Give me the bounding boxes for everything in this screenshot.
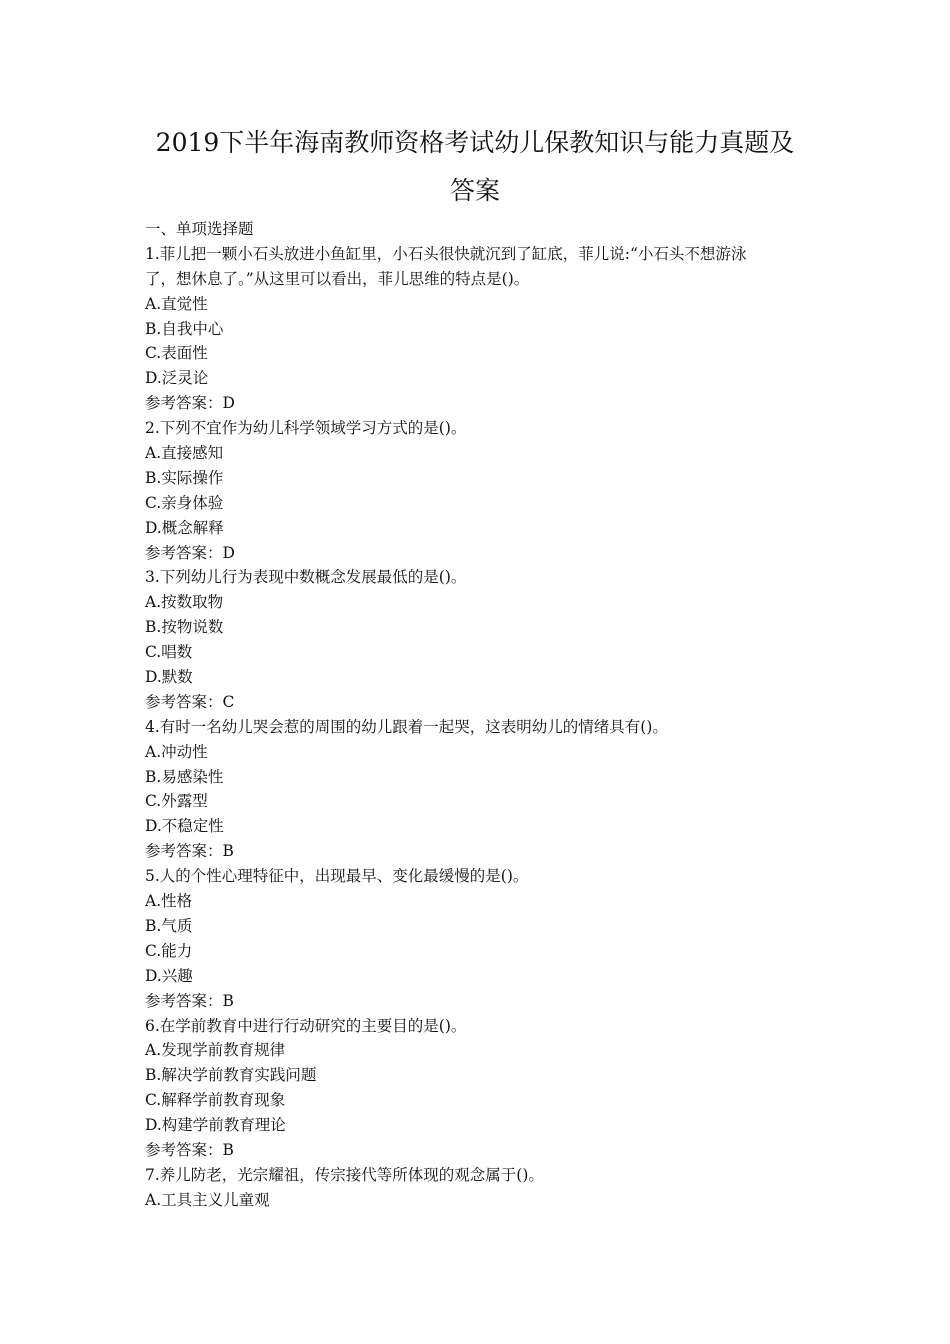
option-a: A.冲动性 bbox=[145, 742, 208, 761]
option-c: C.亲身体验 bbox=[145, 493, 224, 512]
option-d: D.默数 bbox=[145, 668, 193, 687]
option-b: B.按物说数 bbox=[145, 618, 224, 637]
option-d: D.泛灵论 bbox=[145, 369, 209, 388]
option-a: A.发现学前教育规律 bbox=[145, 1041, 286, 1060]
option-b: B.气质 bbox=[145, 916, 193, 935]
question-2 bbox=[145, 416, 815, 565]
option-b: B.自我中心 bbox=[145, 319, 224, 338]
answer-line: 参考答案：B bbox=[145, 842, 234, 861]
question-6 bbox=[145, 1014, 815, 1163]
document-body bbox=[145, 217, 815, 1213]
option-a: A.直接感知 bbox=[145, 444, 224, 463]
question-stem-line: 4.有时一名幼儿哭会惹的周围的幼儿跟着一起哭，这表明幼儿的情绪具有()。 bbox=[145, 717, 668, 736]
question-7 bbox=[145, 1163, 815, 1213]
document-title-line-1: 2019下半年海南教师资格考试幼儿保教知识与能力真题及 bbox=[155, 128, 795, 157]
option-a: A.性格 bbox=[145, 892, 193, 911]
option-a: A.工具主义儿童观 bbox=[145, 1190, 270, 1209]
question-stem-line: 7.养儿防老，光宗耀祖，传宗接代等所体现的观念属于()。 bbox=[145, 1165, 544, 1184]
option-c: C.解释学前教育现象 bbox=[145, 1091, 286, 1110]
question-5 bbox=[145, 864, 815, 1013]
option-d: D.不稳定性 bbox=[145, 817, 224, 836]
question-1 bbox=[145, 242, 815, 416]
question-stem-line: 3.下列幼儿行为表现中数概念发展最低的是()。 bbox=[145, 568, 467, 587]
answer-line: 参考答案：D bbox=[145, 394, 235, 413]
answer-line: 参考答案：D bbox=[145, 543, 235, 562]
option-b: B.易感染性 bbox=[145, 767, 224, 786]
option-d: D.兴趣 bbox=[145, 966, 193, 985]
option-b: B.解决学前教育实践问题 bbox=[145, 1066, 317, 1085]
document-title-line-2: 答案 bbox=[449, 176, 500, 205]
option-d: D.构建学前教育理论 bbox=[145, 1116, 286, 1135]
option-a: A.直觉性 bbox=[145, 294, 208, 313]
option-a: A.按数取物 bbox=[145, 593, 224, 612]
question-4 bbox=[145, 715, 815, 864]
answer-line: 参考答案：B bbox=[145, 991, 234, 1010]
option-c: C.表面性 bbox=[145, 344, 208, 363]
section-heading: 一、单项选择题 bbox=[145, 220, 254, 238]
option-c: C.能力 bbox=[145, 941, 193, 960]
question-3 bbox=[145, 565, 815, 714]
answer-line: 参考答案：B bbox=[145, 1140, 234, 1159]
option-c: C.唱数 bbox=[145, 643, 193, 662]
question-stem-line: 5.人的个性心理特征中，出现最早、变化最缓慢的是()。 bbox=[145, 867, 529, 886]
question-stem-line: 1.菲儿把一颗小石头放进小鱼缸里，小石头很快就沉到了缸底，菲儿说:“小石头不想游泳 bbox=[145, 244, 747, 263]
question-stem-line: 6.在学前教育中进行行动研究的主要目的是()。 bbox=[145, 1016, 467, 1035]
answer-line: 参考答案：C bbox=[145, 692, 235, 711]
option-c: C.外露型 bbox=[145, 792, 208, 811]
question-stem-line: 了，想休息了。”从这里可以看出，菲儿思维的特点是()。 bbox=[145, 269, 530, 288]
option-b: B.实际操作 bbox=[145, 468, 224, 487]
option-d: D.概念解释 bbox=[145, 518, 224, 537]
question-stem-line: 2.下列不宜作为幼儿科学领域学习方式的是()。 bbox=[145, 419, 467, 438]
